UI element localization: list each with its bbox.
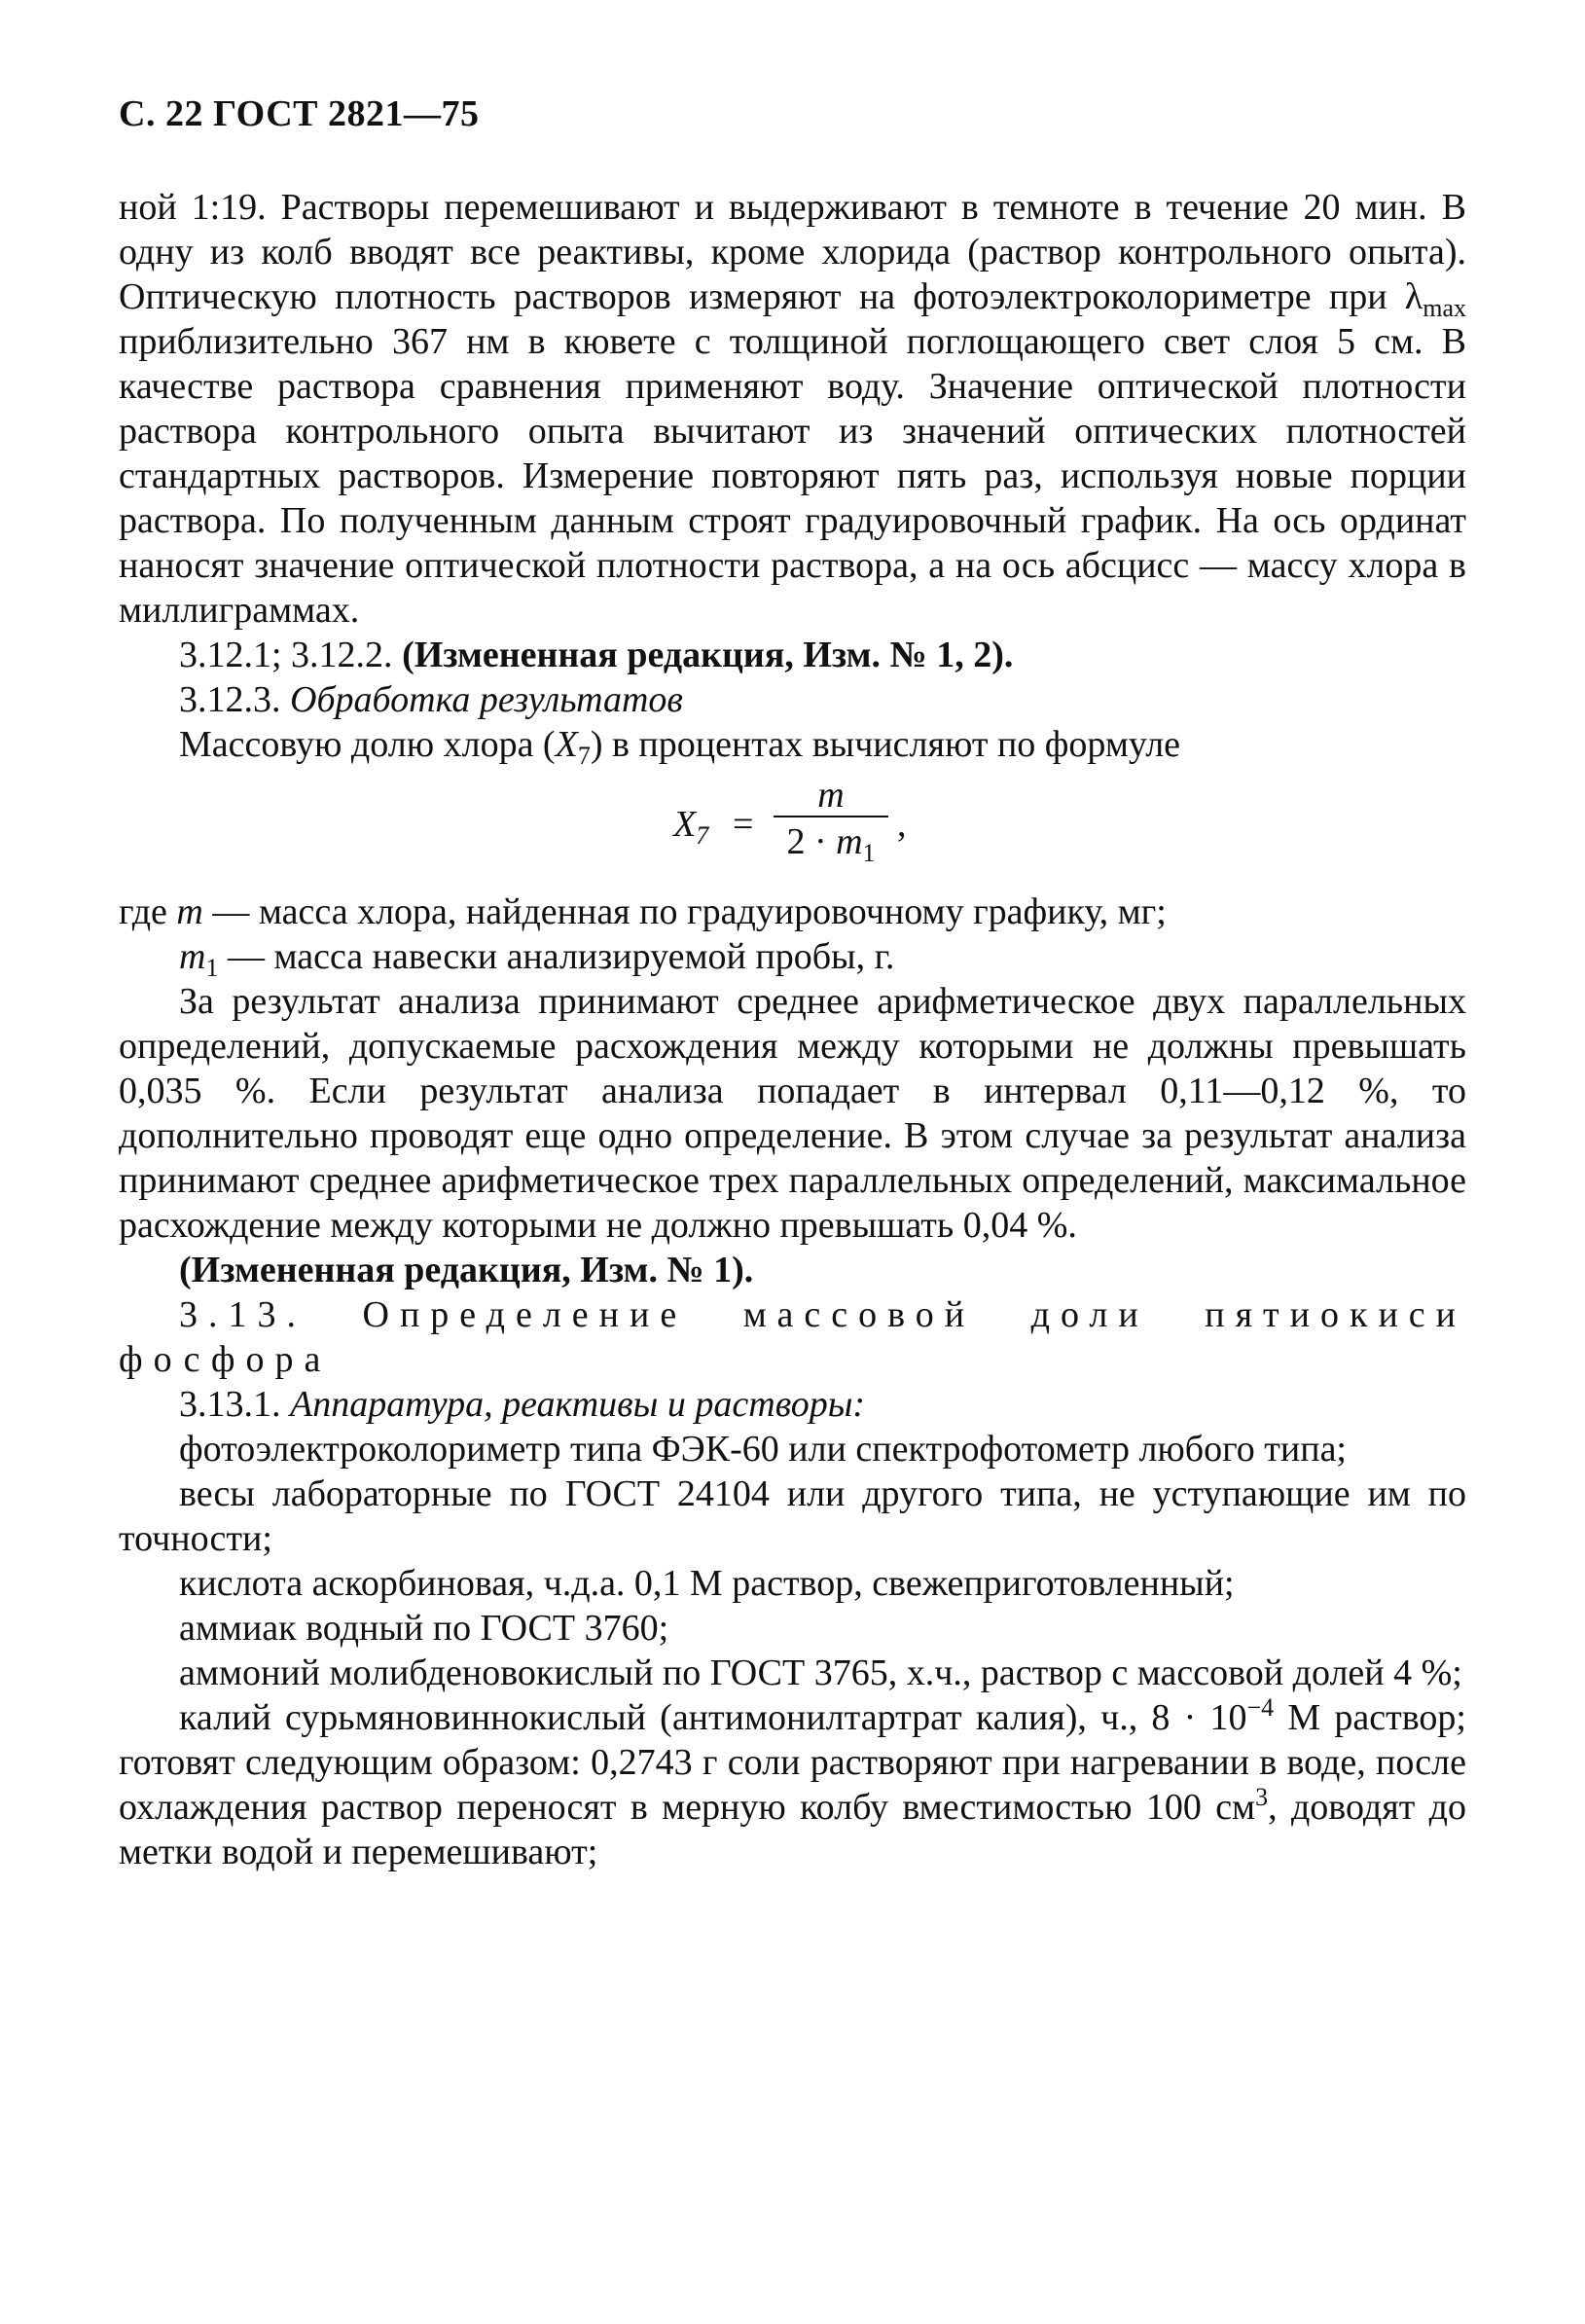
variable-m1: m [179, 936, 206, 977]
text-run: где [119, 891, 177, 932]
variable-x: X [555, 724, 578, 765]
text-run: калий сурьмяновиннокислый (антимонилтартрат калия), ч., 8 · 10 [179, 1697, 1247, 1738]
section-heading-3-13-1 [119, 1382, 1466, 1427]
text-run: , доводят до метки водой и перемешивают; [119, 1787, 1466, 1872]
list-item-ascorbic-acid: кислота аскорбиновая, ч.д.а. 0,1 М раствор, свежеприготовленный; [179, 1563, 1235, 1604]
formula-x7 [119, 773, 1466, 880]
fraction-bar [774, 816, 888, 817]
section-number: 3.12.3. [179, 679, 290, 720]
text-run: ной 1:19. Растворы перемешивают и выдерживают в темноте в течение 20 мин. В одну из колб вводят все реактивы, кроме хлорида (раствор контрольного опыта). Оптическую плотность растворов измеряют на фотоэлектроколориметре при λ [119, 187, 1466, 317]
text-run: — масса навески анализируемой пробы, г. [218, 936, 895, 977]
definition-m1 [119, 934, 1466, 982]
list-item-photocolorimeter: фотоэлектроколориметр типа ФЭК-60 или спектрофотометр любого типа; [179, 1429, 1347, 1470]
list-item-ammonia: аммиак водный по ГОСТ 3760; [179, 1608, 669, 1649]
text-run: М раствор; готовят следующим образом: 0,2743 г соли растворяют при нагревании в воде, после охлаждения раствор переносят в мерную колбу вместимостью 100 см [119, 1697, 1466, 1828]
text-run: Массовую долю хлора ( [179, 724, 556, 765]
document-body [119, 185, 1466, 1874]
formula-equals: = [733, 804, 754, 845]
variable-subscript: 1 [205, 954, 219, 982]
formula-comma: , [897, 804, 907, 845]
list-item-potassium-antimonyl-tartrate [119, 1695, 1466, 1874]
section-heading-3-13: 3.13. Определение массовой доли пятиокиси фосфора [119, 1294, 1466, 1380]
amendment-note: (Измененная редакция, Изм. № 1). [179, 1250, 754, 1290]
paragraph-method-description [119, 185, 1466, 633]
formula-lhs: $X_7$ [673, 804, 709, 850]
text-run: — масса хлора, найденная по градуировочному графику, мг; [202, 891, 1167, 932]
amendment-reference: (Измененная редакция, Изм. № 1, 2). [402, 635, 1014, 675]
lambda-subscript: max [1423, 294, 1466, 322]
formula-numerator: m [817, 775, 845, 816]
exponent: 3 [1255, 1783, 1269, 1811]
list-item-scales: весы лабораторные по ГОСТ 24104 или другого типа, не уступающие им по точности; [119, 1473, 1466, 1559]
section-title: Аппаратура, реактивы и растворы: [290, 1384, 866, 1425]
exponent: −4 [1246, 1693, 1275, 1722]
text-run: 3.12.1; 3.12.2. [179, 635, 403, 675]
section-number: 3.13.1. [179, 1384, 290, 1425]
definition-m [119, 890, 1466, 934]
variable-subscript: 7 [577, 742, 591, 770]
variable-m: m [176, 891, 203, 932]
section-heading-3-12-3 [119, 677, 1466, 722]
text-run: ) в процентах вычисляют по формуле [590, 724, 1181, 765]
list-item-ammonium-molybdate: аммоний молибденовокислый по ГОСТ 3765, х.ч., раствор с массовой долей 4 %; [179, 1652, 1462, 1693]
amendment-note-3-12-1 [119, 633, 1466, 677]
section-title: Обработка результатов [290, 679, 683, 720]
formula-denominator: $2 \cdot m_1$ [786, 821, 876, 867]
text-run: приблизительно 367 нм в кювете с толщиной поглощающего свет слоя 5 см. В качестве раствора сравнения применяют воду. Значение оптической плотности раствора контрольного опыта вычитают из значений оптических плотностей стандартных растворов. Измерение повторяют пять раз, используя новые порции раствора. По полученным данным строят градуировочный график. На ось ординат наносят значение оптической плотности раствора, а на ось абсцисс — массу хлора в миллиграммах. [119, 321, 1466, 631]
page-header: С. 22 ГОСТ 2821—75 [119, 93, 480, 134]
paragraph-result-rules: За результат анализа принимают среднее арифметическое двух параллельных определений, допускаемые расхождения между которыми не должны превышать 0,035 %. Если результат анализа попадает в интервал 0,11—0,12 %, то дополнительно проводят еще одно определение. В этом случае за результат анализа принимают среднее арифметическое трех параллельных определений, максимальное расхождение между которыми не должно превышать 0,04 %. [119, 981, 1466, 1246]
paragraph-formula-intro [119, 722, 1466, 770]
formula-fraction [774, 773, 888, 867]
